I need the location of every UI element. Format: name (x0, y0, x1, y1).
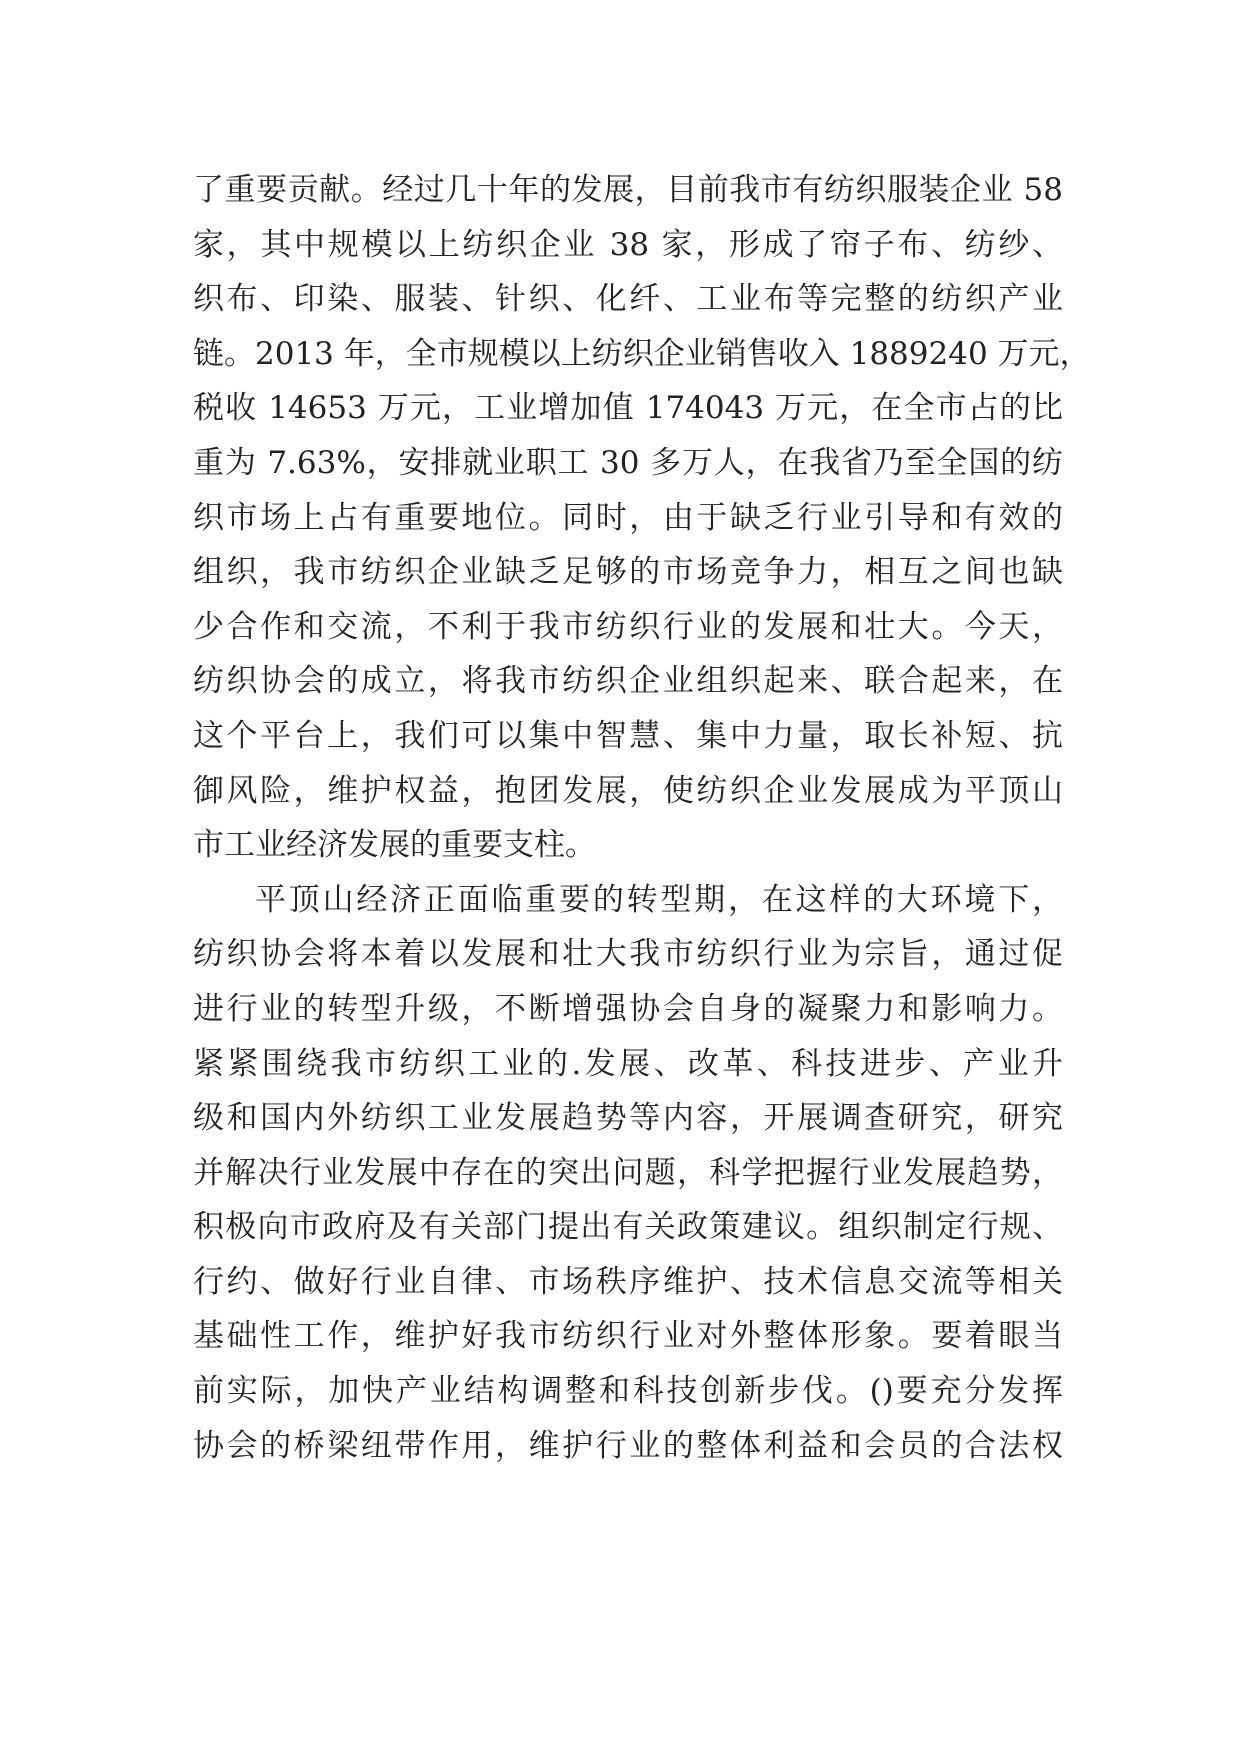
text-line: 这个平台上，我们可以集中智慧、集中力量，取长补短、抗 (193, 717, 1063, 754)
text-line: 御风险，维护权益，抱团发展，使纺织企业发展成为平顶山 (193, 772, 1063, 809)
text-line: 重为 7.63%，安排就业职工 30 多万人，在我省乃至全国的纺 (193, 444, 1063, 481)
text-line: 级和国内外纺织工业发展趋势等内容，开展调查研究，研究 (193, 1100, 1063, 1137)
text-line: 织市场上占有重要地位。同时，由于缺乏行业引导和有效的 (193, 499, 1063, 536)
text-line: 并解决行业发展中存在的突出问题，科学把握行业发展趋势， (193, 1154, 1063, 1191)
text-line: 平顶山经济正面临重要的转型期，在这样的大环境下， (255, 881, 1063, 918)
text-line: 了重要贡献。经过几十年的发展，目前我市有纺织服装企业 58 (193, 172, 1063, 208)
text-line: 行约、做好行业自律、市场秩序维护、技术信息交流等相关 (193, 1263, 1063, 1300)
text-line: 税收 14653 万元，工业增加值 174043 万元，在全市占的比 (193, 390, 1063, 427)
text-line: 少合作和交流，不利于我市纺织行业的发展和壮大。今天， (193, 608, 1063, 645)
text-line: 链。2013 年，全市规模以上纺织企业销售收入 1889240 万元， (193, 335, 1091, 372)
text-line: 紧紧围绕我市纺织工业的.发展、改革、科技进步、产业升 (193, 1045, 1063, 1082)
text-line: 基础性工作，维护好我市纺织行业对外整体形象。要着眼当 (193, 1318, 1063, 1355)
text-line: 市工业经济发展的重要支柱。 (193, 827, 596, 864)
text-line: 组织，我市纺织企业缺乏足够的市场竞争力，相互之间也缺 (193, 554, 1063, 591)
text-line: 纺织协会将本着以发展和壮大我市纺织行业为宗旨，通过促 (193, 936, 1063, 973)
text-line: 纺织协会的成立，将我市纺织企业组织起来、联合起来，在 (193, 663, 1063, 700)
text-line: 织布、印染、服装、针织、化纤、工业布等完整的纺织产业 (193, 281, 1063, 318)
paragraph-1 (193, 163, 1091, 873)
body-text (193, 163, 1091, 1473)
text-line: 前实际，加快产业结构调整和科技创新步伐。()要充分发挥 (193, 1373, 1063, 1410)
paragraph-2 (193, 873, 1063, 1474)
text-line: 家，其中规模以上纺织企业 38 家，形成了帘子布、纺纱、 (193, 226, 1063, 263)
text-line: 进行业的转型升级，不断增强协会自身的凝聚力和影响力。 (193, 990, 1063, 1027)
text-line: 协会的桥梁纽带作用，维护行业的整体利益和会员的合法权 (193, 1427, 1063, 1464)
text-line: 积极向市政府及有关部门提出有关政策建议。组织制定行规、 (193, 1209, 1063, 1246)
